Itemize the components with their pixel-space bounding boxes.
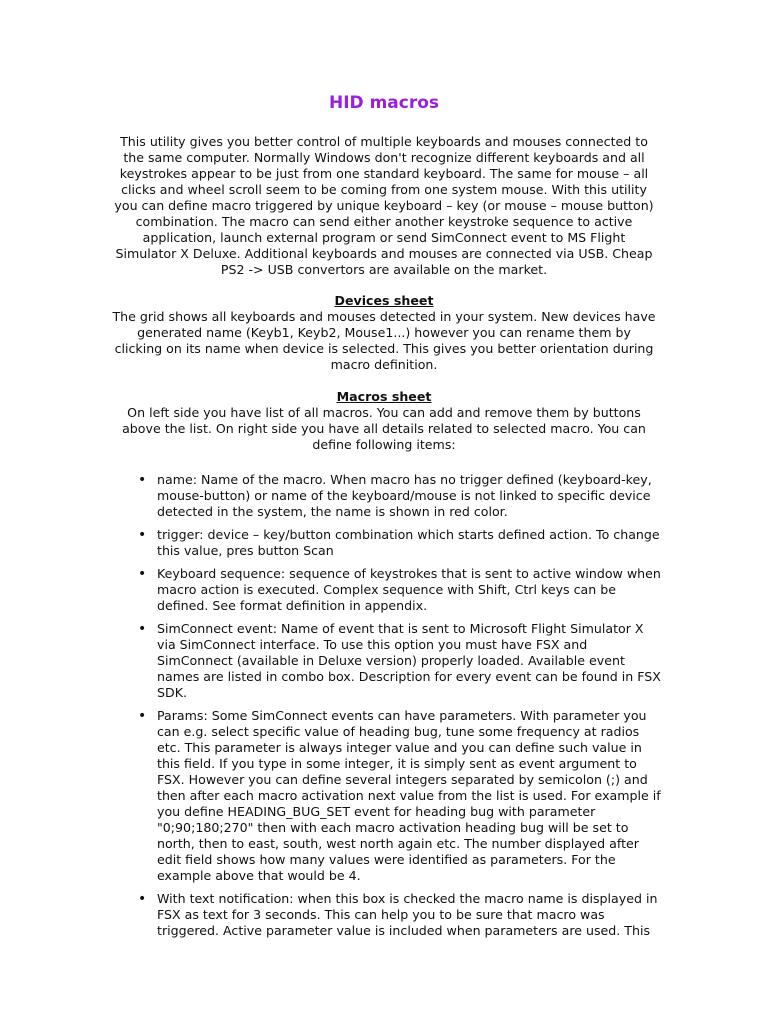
devices-section (112, 293, 656, 373)
devices-text: The grid shows all keyboards and mouses detected in your system. New devices have generated name (Keyb1, Keyb2, Mouse1...) however you can rename them by clicking on its name when device is selected. This gives you better orientation during macro definition. (112, 309, 656, 372)
bullet-icon: • (138, 891, 147, 907)
list-item (124, 708, 664, 884)
list-item (124, 621, 664, 701)
list-item (124, 566, 664, 614)
list-item-text: SimConnect event: Name of event that is sent to Microsoft Flight Simulator X via SimConnect interface. To use this option you must have FSX and SimConnect (available in Deluxe version) properly loaded. Available event names are listed in combo box. Description for every event can be found in FSX SDK. (157, 621, 661, 700)
bullet-icon: • (138, 566, 147, 582)
list-item-text: Params: Some SimConnect events can have parameters. With parameter you can e.g. select specific value of heading bug, tune some frequency at radios etc. This parameter is always integer value and you can define such value in this field. If you type in some integer, it is simply sent as event argument to FSX. However you can define several integers separated by semicolon (;) and then after each macro activation next value from the list is used. For example if you define HEADING_BUG_SET event for heading bug with parameter "0;90;180;270" then with each macro activation heading bug will be set to north, then to east, south, west north again etc. The number displayed after edit field shows how many values were identified as parameters. For the example above that would be 4. (157, 708, 661, 883)
page-title: HID macros (328, 93, 440, 113)
devices-heading: Devices sheet (334, 293, 434, 308)
list-item (124, 891, 664, 939)
macros-section (112, 389, 656, 453)
list-item-text: trigger: device – key/button combination which starts defined action. To change this value, pres button Scan (157, 527, 660, 558)
list-item-text: Keyboard sequence: sequence of keystrokes that is sent to active window when macro action is executed. Complex sequence with Shift, Ctrl keys can be defined. See format definition in appendix. (157, 566, 661, 613)
list-item-text: name: Name of the macro. When macro has no trigger defined (keyboard-key, mouse-button) or name of the keyboard/mouse is not linked to specific device detected in the system, the name is shown in red color. (157, 472, 652, 519)
intro-paragraph: This utility gives you better control of multiple keyboards and mouses connected to the same computer. Normally Windows don't recognize different keyboards and all keystrokes appear to be just from one standard keyboard. The same for mouse – all clicks and wheel scroll seem to be coming from one system mouse. With this utility you can define macro triggered by unique keyboard – key (or mouse – mouse button) combination. The macro can send either another keystroke sequence to active application, launch external program or send SimConnect event to MS Flight Simulator X Deluxe. Additional keyboards and mouses are connected via USB. Cheap PS2 -> USB convertors are available on the market. (114, 134, 654, 277)
list-item-text: With text notification: when this box is checked the macro name is displayed in FSX as text for 3 seconds. This can help you to be sure that macro was triggered. Active parameter value is included when parameters are used. This (157, 891, 658, 938)
macros-heading: Macros sheet (336, 389, 432, 404)
list-item (124, 527, 664, 559)
bullet-icon: • (138, 527, 147, 543)
macro-items-list (124, 472, 664, 946)
bullet-icon: • (138, 708, 147, 724)
macros-text: On left side you have list of all macros. You can add and remove them by buttons above the list. On right side you have all details related to selected macro. You can define following items: (122, 405, 646, 452)
bullet-icon: • (138, 621, 147, 637)
list-item (124, 472, 664, 520)
bullet-icon: • (138, 472, 147, 488)
